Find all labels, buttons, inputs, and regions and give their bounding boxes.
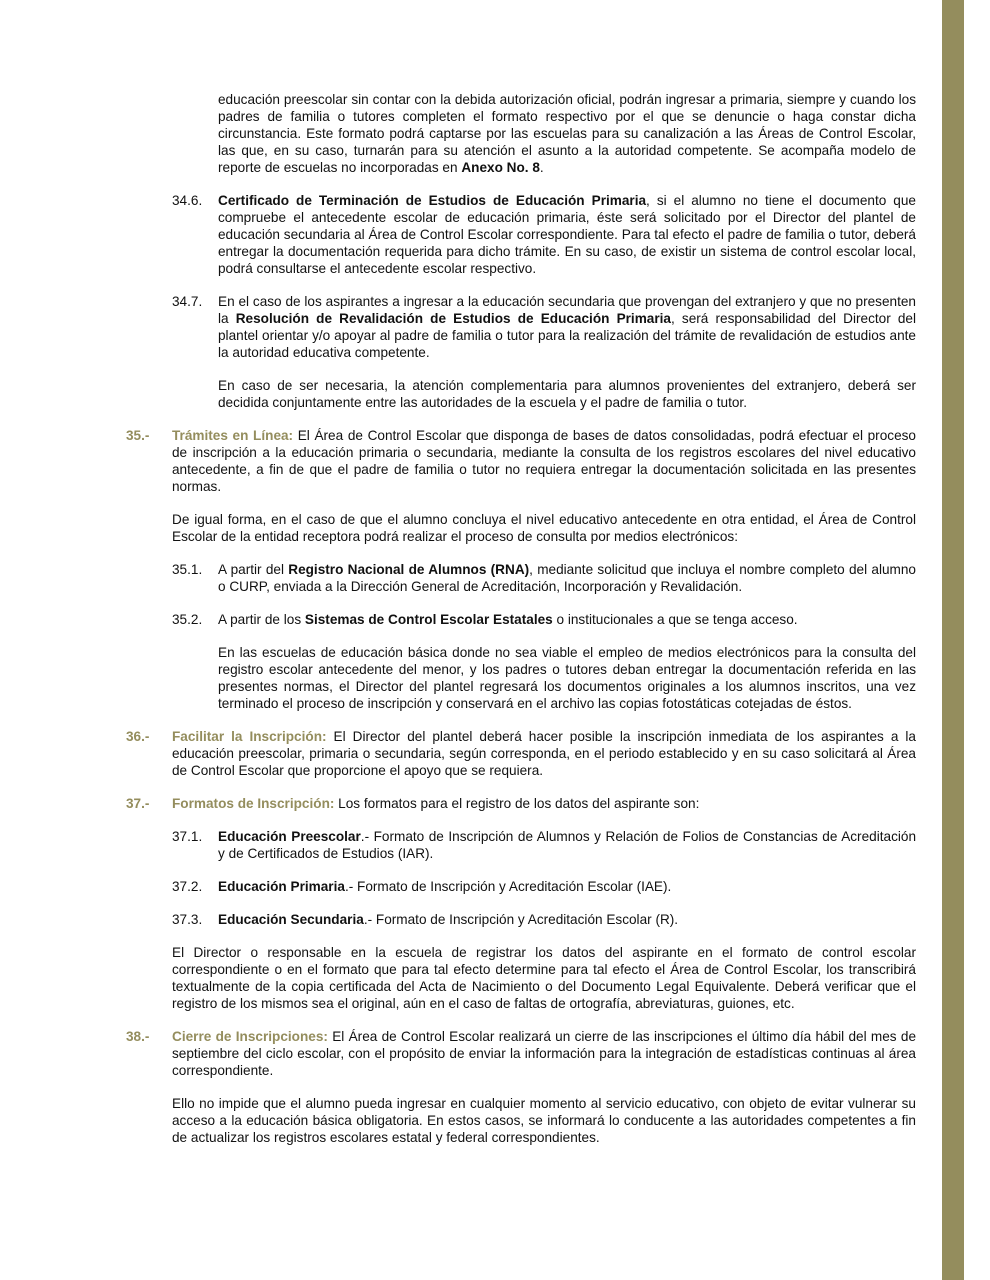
section-text: , si el alumno no tiene el documento que compruebe el antecedente escolar de educación primaria, éste será solicitado por el Director del plantel de educación secundaria al Área de Control Escolar correspondiente. Para tal efecto el padre de familia o tutor, deberá entregar la documentación requerida para dicho trámite. En su caso, de existir un sistema de control escolar local, podrá consultarse el antecedente escolar respectivo.	[218, 193, 916, 276]
section-37-2	[172, 878, 916, 895]
section-bold-term: Registro Nacional de Alumnos (RNA)	[288, 562, 530, 577]
section-bold-term: Sistemas de Control Escolar Estatales	[304, 612, 553, 627]
section-35-1	[172, 561, 916, 595]
section-number: 38.-	[126, 1029, 150, 1044]
section-text: El Director o responsable en la escuela de registrar los datos del aspirante en el formato de control escolar correspondiente o en el formato que para tal efecto determine para tal efecto el Área de Control Escolar, los transcribirá textualmente de la copia certificada del Acta de Nacimiento o del Documento Legal Equivalente. Deberá verificar que el registro de los mismos sea el original, aún en el caso de faltas de ortografía, abreviaturas, guiones, etc.	[172, 945, 916, 1011]
section-37-1	[172, 828, 917, 862]
section-35-paragraph-2	[172, 511, 916, 545]
section-bold-term: Certificado de Terminación de Estudios de Educación Primaria	[218, 193, 647, 208]
section-37-3	[172, 911, 916, 928]
section-text: Los formatos para el registro de los datos del aspirante son:	[334, 796, 700, 811]
intro-paragraph	[218, 91, 916, 176]
section-text: , será responsabilidad del Director del plantel orientar y/o apoyar al padre de familia o tutor para la realización del trámite de revalidación de estudios ante la autoridad educativa competente.	[218, 311, 917, 360]
section-text: .- Formato de Inscripción y Acreditación Escolar (IAE).	[344, 879, 672, 894]
section-text: A partir de los	[218, 612, 305, 627]
section-number: 35.2.	[172, 612, 203, 627]
document-page	[0, 91, 990, 1162]
section-bold-term: Educación Secundaria	[218, 912, 364, 927]
section-35	[126, 427, 916, 495]
section-34-6	[172, 192, 916, 277]
section-text: o institucionales a que se tenga acceso.	[552, 612, 798, 627]
section-bold-term: Educación Primaria	[218, 879, 345, 894]
section-text: En caso de ser necesaria, la atención complementaria para alumnos provenientes del extranjero, deberá ser decidida conjuntamente entre las autoridades de la escuela y el padre de familia o tutor.	[218, 378, 916, 410]
section-35-2-paragraph-2	[218, 644, 916, 712]
section-text: .- Formato de Inscripción de Alumnos y Relación de Folios de Constancias de Acreditación y de Certificados de Estudios (IAR).	[218, 829, 917, 861]
anexo-reference: Anexo No. 8	[461, 160, 540, 175]
section-38	[126, 1028, 917, 1079]
section-34-7-paragraph-2	[218, 377, 916, 411]
section-number: 35.1.	[172, 562, 203, 577]
section-bold-term: Resolución de Revalidación de Estudios de Educación Primaria	[235, 311, 671, 326]
section-34-7	[172, 293, 917, 361]
section-text: .- Formato de Inscripción y Acreditación Escolar (R).	[363, 912, 679, 927]
section-36	[126, 728, 916, 779]
section-text: De igual forma, en el caso de que el alumno concluya el nivel educativo antecedente en otra entidad, el Área de Control Escolar de la entidad receptora podrá realizar el proceso de consulta por medios electrónicos:	[172, 512, 916, 544]
intro-text: educación preescolar sin contar con la debida autorización oficial, podrán ingresar a primaria, siempre y cuando los padres de familia o tutores completen el formato respectivo por el que se denuncie o haga constar dicha circunstancia. Este formato podrá captarse por las escuelas para su canalización a las Áreas de Control Escolar, las que, en su caso, turnarán para su atención el asunto a la autoridad competente. Se acompaña modelo de reporte de escuelas no incorporadas en	[218, 92, 916, 175]
section-text: , mediante solicitud que incluya el nombre completo del alumno o CURP, enviada a la Dirección General de Acreditación, Incorporación y Revalidación.	[218, 562, 916, 594]
section-heading: Formatos de Inscripción:	[172, 796, 335, 811]
section-number: 36.-	[126, 729, 150, 744]
section-text: En el caso de los aspirantes a ingresar a la educación secundaria que provengan del extranjero y que no presenten la	[218, 294, 916, 326]
section-37-paragraph-2	[172, 944, 916, 1012]
section-35-2	[172, 611, 916, 628]
section-number: 37.-	[126, 796, 150, 811]
section-text: El Director del plantel deberá hacer posible la inscripción inmediata de los aspirantes a la educación preescolar, primaria o secundaria, según corresponda, en el periodo establecido y en su caso solicitará al Área de Control Escolar que proporcione el apoyo que se requiera.	[172, 729, 916, 778]
section-number: 35.-	[126, 428, 150, 443]
section-number: 34.7.	[172, 294, 203, 309]
section-bold-term: Educación Preescolar	[218, 829, 361, 844]
section-38-paragraph-2	[172, 1095, 916, 1146]
section-number: 37.3.	[172, 912, 203, 927]
section-number: 37.1.	[172, 829, 203, 844]
intro-tail: .	[539, 160, 544, 175]
section-37	[126, 795, 916, 812]
section-number: 34.6.	[172, 193, 203, 208]
section-heading: Trámites en Línea:	[172, 428, 294, 443]
section-number: 37.2.	[172, 879, 203, 894]
section-text: A partir del	[218, 562, 289, 577]
section-heading: Facilitar la Inscripción:	[172, 729, 327, 744]
section-text: El Área de Control Escolar realizará un cierre de las inscripciones el último día hábil del mes de septiembre del ciclo escolar, con el propósito de enviar la información para la integración de estadísticas continuas al área correspondiente.	[172, 1029, 917, 1078]
section-text: Ello no impide que el alumno pueda ingresar en cualquier momento al servicio educativo, con objeto de evitar vulnerar su acceso a la educación básica obligatoria. En estos casos, se informará lo conducente a las autoridades competentes a fin de actualizar los registros escolares estatal y federal correspondientes.	[172, 1096, 916, 1145]
section-text: En las escuelas de educación básica donde no sea viable el empleo de medios electrónicos para la consulta del registro escolar antecedente del menor, y los padres o tutores deban entregar la documentación referida en las presentes normas, el Director del plantel regresará los documentos originales a los alumnos inscritos, una vez terminado el proceso de inscripción y conservará en el archivo las copias fotostáticas cotejadas de éstos.	[218, 645, 916, 711]
section-heading: Cierre de Inscripciones:	[172, 1029, 328, 1044]
section-text: El Área de Control Escolar que disponga de bases de datos consolidadas, podrá efectuar el proceso de inscripción a la educación primaria o secundaria, mediante la consulta de los registros escolares del nivel educativo antecedente, a fin de que el padre de familia o tutor no requiera entregar la documentación solicitada en las presentes normas.	[172, 428, 916, 494]
